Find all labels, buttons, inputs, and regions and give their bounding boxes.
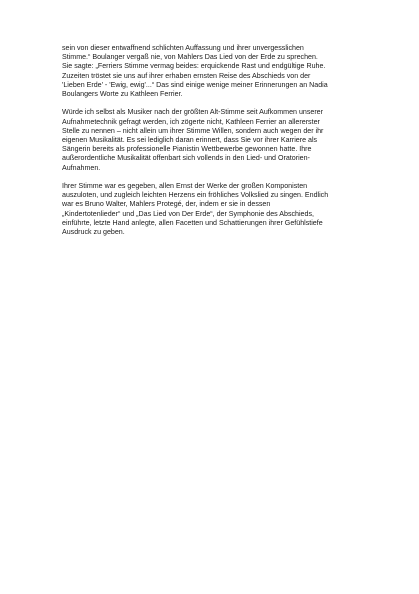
text-line: auszuloten, und zugleich leichten Herzens ein fröhliches Volkslied zu singen. Endlich: [62, 191, 329, 200]
text-line: Aufnahmetechnik gefragt werden, ich zögerte nicht, Kathleen Ferrier an allererster: [62, 117, 320, 126]
body-text: [62, 44, 382, 246]
text-line: Würde ich selbst als Musiker nach der größten Alt-Stimme seit Aufkommen unserer: [62, 108, 323, 117]
text-line: Ihrer Stimme war es gegeben, allen Ernst der Werke der großen Komponisten: [62, 182, 308, 191]
text-line: einführte, letzte Hand anlegte, allen Facetten und Schattierungen ihrer Gefühlstiefe: [62, 218, 323, 227]
paragraph-3: [62, 182, 382, 237]
text-line: Boulangers Worte zu Kathleen Ferrier.: [62, 90, 183, 99]
text-line: Sie sagte: „Ferriers Stimme vermag beides: erquickende Rast und endgültige Ruhe.: [62, 62, 326, 71]
text-line: war es Bruno Walter, Mahlers Protegé, der, indem er sie in dessen: [62, 200, 271, 209]
text-line: Stelle zu nennen – nicht allein um ihrer Stimme Willen, sondern auch wegen der ihr: [62, 126, 324, 135]
text-line: Zuzeiten tröstet sie uns auf ihrer erhaben ernsten Reise des Abschieds von der: [62, 71, 311, 80]
text-line: Aufnahmen.: [62, 163, 101, 172]
text-line: eigenen Musikalität. Es sei lediglich daran erinnert, dass Sie vor ihrer Karriere als: [62, 136, 318, 145]
text-line: „Kindertotenlieder“ und „Das Lied von Der Erde“, der Symphonie des Abschieds,: [62, 209, 314, 218]
text-line: außerordentliche Musikalität offenbart sich vollends in den Lied- und Oratorien-: [62, 154, 310, 163]
text-line: 'Lieben Erde' - 'Ewig, ewig'...“ Das sind einige wenige meiner Erinnerungen an Nadia: [62, 80, 328, 89]
text-line: Ausdruck zu geben.: [62, 228, 125, 237]
text-line: sein von dieser entwaffnend schlichten Auffassung und ihrer unvergesslichen: [62, 44, 304, 52]
text-line: Stimme.“ Boulanger vergaß nie, von Mahlers Das Lied von der Erde zu sprechen.: [62, 53, 318, 62]
paragraph-1: [62, 44, 382, 99]
paragraph-2: [62, 108, 382, 172]
text-line: Sängerin bereits als professionelle Pianistin Wettbewerbe gewonnen hatte. Ihre: [62, 145, 312, 154]
